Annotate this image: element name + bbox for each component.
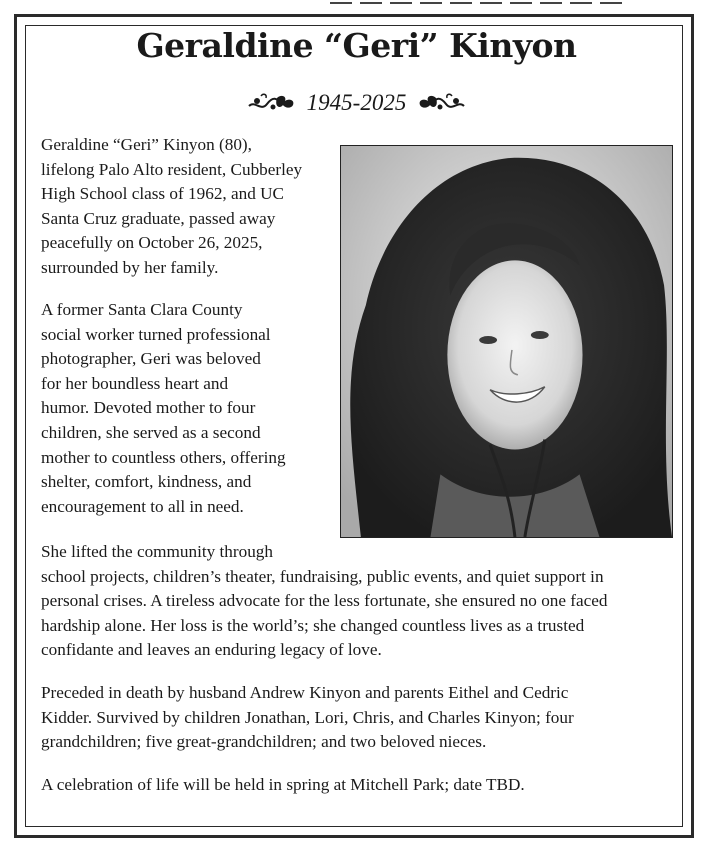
text-line: A former Santa Clara County (41, 300, 243, 319)
paragraph-community (41, 540, 681, 663)
text-line: surrounded by her family. (41, 257, 219, 277)
text-line: High School class of 1962, and UC (41, 184, 284, 204)
text-line: personal crises. A tireless advocate for the less fortunate, she ensured no one faced (41, 591, 608, 611)
portrait-photo (340, 145, 673, 538)
text-line: A celebration of life will be held in spring at Mitchell Park; date TBD. (41, 775, 525, 794)
text-line: lifelong Palo Alto resident, Cubberley (41, 159, 303, 179)
left-flourish-icon (247, 92, 297, 114)
text-line: Preceded in death by husband Andrew Kinyon and parents Eithel and Cedric (41, 683, 569, 702)
paragraph-career (41, 298, 341, 519)
text-line: photographer, Geri was beloved (41, 349, 261, 369)
page-edge-strip (330, 0, 630, 6)
text-line: mother to countless others, offering (41, 447, 286, 467)
paragraph-intro (41, 133, 341, 281)
text-line: shelter, comfort, kindness, and (41, 472, 252, 492)
text-line: for her boundless heart and (41, 373, 229, 393)
text-line: confidante and leaves an enduring legacy of love. (41, 640, 382, 660)
text-line: grandchildren; five great-grandchildren; and two beloved nieces. (41, 732, 487, 752)
text-line: encouragement to all in need. (41, 496, 244, 516)
text-line: hardship alone. Her loss is the world’s; she changed countless lives as a trusted (41, 615, 585, 635)
text-line: peacefully on October 26, 2025, (41, 233, 263, 253)
dates-row (0, 90, 713, 116)
paragraph-service (41, 773, 681, 798)
text-line: social worker turned professional (41, 324, 271, 344)
paragraph-family (41, 681, 681, 755)
text-line: Geraldine “Geri” Kinyon (80), (41, 135, 252, 154)
text-line: She lifted the community through (41, 542, 273, 561)
right-flourish-icon (416, 92, 466, 114)
text-line: humor. Devoted mother to four (41, 398, 256, 418)
life-dates: 1945-2025 (306, 90, 407, 115)
text-line: children, she served as a second (41, 422, 261, 442)
obituary-name: Geraldine “Geri” Kinyon (136, 26, 577, 65)
text-line: Santa Cruz graduate, passed away (41, 208, 276, 228)
text-line: school projects, children’s theater, fundraising, public events, and quiet support in (41, 566, 604, 586)
portrait-image (341, 146, 672, 537)
text-line: Kidder. Survived by children Jonathan, Lori, Chris, and Charles Kinyon; four (41, 707, 574, 727)
